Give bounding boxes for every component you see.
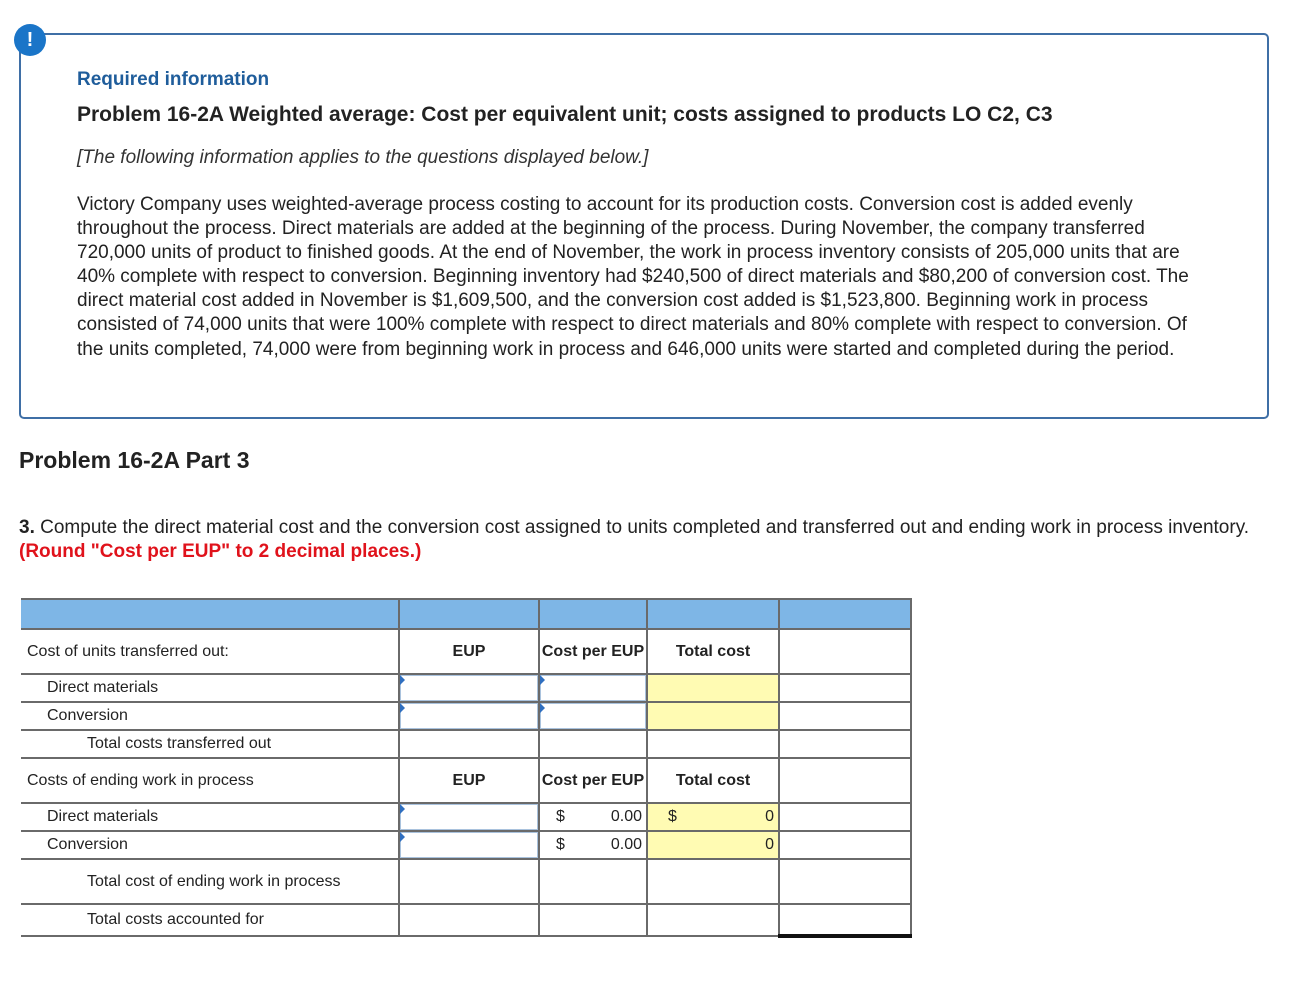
ending-dm-eup-input[interactable]	[400, 804, 538, 830]
ending-dm-total-cell	[647, 803, 779, 831]
transferred-dm-total-cell	[647, 674, 779, 702]
empty-cell	[399, 730, 539, 758]
eup-column-header: EUP	[399, 629, 539, 674]
transferred-conv-eup-input[interactable]	[400, 703, 538, 729]
currency-symbol: $	[668, 808, 677, 825]
currency-symbol: $	[556, 836, 565, 853]
question-number: 3.	[19, 517, 35, 538]
ending-section-label: Costs of ending work in process	[21, 758, 399, 803]
input-marker-icon	[540, 703, 545, 713]
table-row	[21, 803, 911, 831]
transferred-conv-cost-per-cell	[539, 702, 647, 730]
transferred-section-label: Cost of units transferred out:	[21, 629, 399, 674]
transferred-conv-eup-cell	[399, 702, 539, 730]
empty-cell	[779, 831, 911, 859]
total-accounted-cell	[779, 904, 911, 936]
transferred-dm-label: Direct materials	[21, 674, 399, 702]
header-cell	[647, 599, 779, 629]
question-body: Compute the direct material cost and the conversion cost assigned to units completed and transferred out and ending work in process inventory.	[40, 517, 1250, 538]
input-marker-icon	[400, 675, 405, 685]
empty-cell	[779, 859, 911, 904]
total-transferred-cell	[647, 730, 779, 758]
table-header-bar	[21, 599, 911, 629]
empty-cell	[779, 702, 911, 730]
problem-description: Victory Company uses weighted-average process costing to account for its production costs. Conversion cost is added evenly throughout the process. Direct materials are added at the beginning of the process. During November, the company transferred 720,000 units of product to finished goods. At the end of November, the work in process inventory consists of 205,000 units that are 40% complete with respect to conversion. Beginning inventory had $240,500 of direct materials and $80,200 of conversion cost. The direct material cost added in November is $1,609,500, and the conversion cost added is $1,523,800. Beginning work in process consisted of 74,000 units that were 100% complete with respect to direct materials and 80% complete with respect to conversion. Of the units completed, 74,000 were from beginning work in process and 646,000 units were started and completed during the period.	[77, 194, 1189, 360]
empty-cell	[539, 859, 647, 904]
transferred-conv-total-cell	[647, 702, 779, 730]
ending-dm-label: Direct materials	[21, 803, 399, 831]
input-marker-icon	[400, 703, 405, 713]
ending-conv-cost-per-cell	[539, 831, 647, 859]
ending-conversion-label: Conversion	[21, 831, 399, 859]
question-text	[19, 516, 1269, 564]
header-cell	[21, 599, 399, 629]
empty-cell	[779, 730, 911, 758]
cost-per-eup-column-header: Cost per EUP	[539, 629, 647, 674]
table-row	[21, 674, 911, 702]
input-marker-icon	[400, 832, 405, 842]
ending-dm-total-value: 0	[765, 808, 774, 825]
empty-cell	[539, 730, 647, 758]
input-marker-icon	[400, 804, 405, 814]
table-row	[21, 904, 911, 936]
table-row	[21, 702, 911, 730]
ending-dm-cost-per-value: 0.00	[610, 808, 642, 825]
transferred-header-row	[21, 629, 911, 674]
ending-header-row	[21, 758, 911, 803]
transferred-conversion-label: Conversion	[21, 702, 399, 730]
required-information-panel	[19, 33, 1269, 419]
total-cost-column-header: Total cost	[647, 629, 779, 674]
ending-conv-eup-input[interactable]	[400, 832, 538, 858]
empty-cell	[779, 674, 911, 702]
rounding-hint: (Round "Cost per EUP" to 2 decimal places.)	[19, 541, 422, 562]
required-information-label: Required information	[77, 69, 270, 90]
problem-title: Problem 16-2A Weighted average: Cost per equivalent unit; costs assigned to products LO C2, C3	[77, 103, 1053, 126]
empty-cell	[399, 859, 539, 904]
header-cell	[399, 599, 539, 629]
total-cost-column-header: Total cost	[647, 758, 779, 803]
ending-conv-cost-per-value: 0.00	[610, 836, 642, 853]
part-title: Problem 16-2A Part 3	[19, 447, 250, 473]
cost-assignment-table	[21, 598, 912, 938]
info-note: [The following information applies to the questions displayed below.]	[77, 147, 649, 168]
transferred-dm-eup-input[interactable]	[400, 675, 538, 701]
total-ending-label: Total cost of ending work in process	[21, 859, 399, 904]
transferred-dm-eup-cell	[399, 674, 539, 702]
table-row	[21, 831, 911, 859]
ending-dm-eup-cell	[399, 803, 539, 831]
table-row	[21, 730, 911, 758]
empty-cell	[779, 758, 911, 803]
header-cell	[779, 599, 911, 629]
empty-cell	[779, 803, 911, 831]
transferred-dm-cost-per-input[interactable]	[540, 675, 646, 701]
input-marker-icon	[540, 675, 545, 685]
transferred-dm-cost-per-cell	[539, 674, 647, 702]
total-accounted-label: Total costs accounted for	[21, 904, 399, 936]
empty-cell	[647, 904, 779, 936]
total-transferred-label: Total costs transferred out	[21, 730, 399, 758]
ending-conv-total-cell	[647, 831, 779, 859]
ending-conv-eup-cell	[399, 831, 539, 859]
cost-per-eup-column-header: Cost per EUP	[539, 758, 647, 803]
currency-symbol: $	[556, 808, 565, 825]
empty-cell	[539, 904, 647, 936]
ending-dm-cost-per-cell	[539, 803, 647, 831]
table-row	[21, 859, 911, 904]
ending-conv-total-value: 0	[765, 836, 774, 853]
empty-cell	[399, 904, 539, 936]
eup-column-header: EUP	[399, 758, 539, 803]
header-cell	[539, 599, 647, 629]
total-ending-cell	[647, 859, 779, 904]
alert-icon: !	[14, 24, 46, 56]
empty-cell	[779, 629, 911, 674]
transferred-conv-cost-per-input[interactable]	[540, 703, 646, 729]
